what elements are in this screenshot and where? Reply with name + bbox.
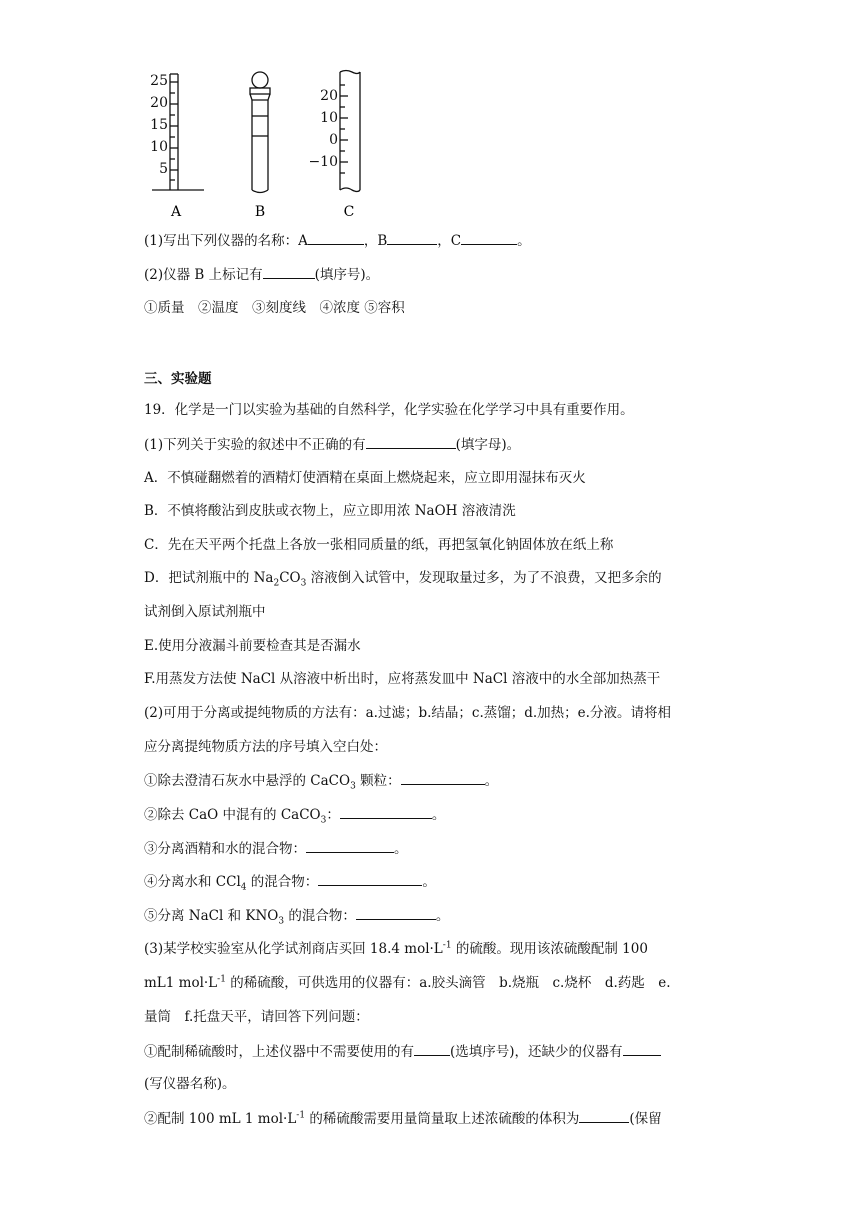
cylinder-a-tick: 5 — [159, 161, 168, 177]
q19-option-f: F.用蒸发方法使 NaCl 从溶液中析出时，应将蒸发皿中 NaCl 溶液中的水全部加热蒸干 — [144, 671, 661, 687]
answer-blank[interactable] — [356, 906, 436, 920]
q19-option-b: B．不慎将酸沾到皮肤或衣物上，应立即用浓 NaOH 溶液清洗 — [144, 503, 516, 519]
thermometer-c-tick: −10 — [308, 154, 338, 170]
thermometer-c-tick: 0 — [329, 132, 338, 148]
q19-part3-line3: 量筒 f.托盘天平，请回答下列问题： — [144, 1009, 369, 1025]
answer-blank[interactable] — [401, 771, 485, 785]
q19-item-4: ④分离水和 CCl$_4$ 的混合物： 。 — [144, 874, 436, 893]
q19-part3-line2: mL1 $mol\cdot L^{-1}$ 的稀硫酸，可供选用的仪器有：a.胶头滴管 b.烧瓶 c.烧杯 d.药匙 e. — [144, 974, 671, 991]
answer-blank[interactable] — [340, 805, 432, 819]
q19-sub1: ①配制稀硫酸时，上述仪器中不需要使用的有 (选填序号)，还缺少的仪器有 — [144, 1042, 661, 1061]
cylinder-a-tick: 20 — [150, 95, 168, 111]
q19-stem: 19．化学是一门以实验为基础的自然科学，化学实验在化学学习中具有重要作用。 — [144, 402, 634, 418]
thermometer-c-tick: 10 — [320, 110, 338, 126]
q19-option-c: C．先在天平两个托盘上各放一张相同质量的纸，再把氢氧化钠固体放在纸上称 — [144, 537, 614, 553]
answer-blank[interactable] — [387, 231, 437, 245]
answer-blank[interactable] — [461, 231, 517, 245]
thermometer-c-tick: 20 — [320, 88, 338, 104]
answer-blank[interactable] — [263, 265, 315, 279]
q19-sub1-cont: (写仪器名称)。 — [144, 1076, 236, 1092]
answer-blank[interactable] — [308, 231, 364, 245]
answer-blank[interactable] — [366, 435, 456, 449]
q18-part2: (2)仪器 B 上标记有 (填序号)。 — [144, 267, 380, 283]
label-c: C — [343, 204, 355, 220]
q19-part2-cont: 应分离提纯物质方法的序号填入空白处： — [144, 739, 387, 755]
cylinder-a-tick: 15 — [150, 117, 168, 133]
q19-option-a: A．不慎碰翻燃着的酒精灯使酒精在桌面上燃烧起来，应立即用湿抹布灭火 — [144, 470, 586, 486]
instrument-drawings — [140, 66, 380, 226]
answer-blank[interactable] — [579, 1109, 629, 1123]
answer-blank[interactable] — [306, 839, 394, 853]
answer-blank[interactable] — [623, 1042, 661, 1056]
flask-b — [250, 72, 270, 193]
q19-item-5: ⑤分离 NaCl 和 $KNO_3$ 的混合物： 。 — [144, 908, 450, 927]
cylinder-a-tick: 25 — [150, 73, 168, 89]
label-a: A — [170, 204, 182, 220]
q19-part2: (2)可用于分离或提纯物质的方法有：a.过滤；b.结晶；c.蒸馏；d.加热；e.分液。请将相 — [144, 705, 671, 721]
section-title: 三、实验题 — [144, 371, 212, 387]
q19-sub2: ②配制 100 mL 1 $mol\cdot L^{-1}$ 的稀硫酸需要用量筒量取上述浓硫酸的体积为 (保留 — [144, 1110, 662, 1127]
q19-part1: (1)下列关于实验的叙述中不正确的有 (填字母)。 — [144, 437, 521, 453]
q19-option-d: D．把试剂瓶中的 $Na_2CO_3$ 溶液倒入试管中，发现取量过多，为了不浪费，又把多余的 — [144, 570, 662, 589]
cylinder-a-tick: 10 — [150, 139, 168, 155]
thermometer-c — [340, 71, 360, 192]
q19-item-1: ①除去澄清石灰水中悬浮的 CaCO$_3$ 颗粒： 。 — [144, 773, 499, 792]
answer-blank[interactable] — [318, 872, 422, 886]
instrument-figure — [140, 66, 380, 226]
q19-item-3: ③分离酒精和水的混合物： 。 — [144, 841, 408, 857]
q18-part1: (1)写出下列仪器的名称：A ，B ，C 。 — [144, 233, 531, 249]
answer-blank[interactable] — [414, 1042, 450, 1056]
q18-options: ①质量 ②温度 ③刻度线 ④浓度 ⑤容积 — [144, 300, 405, 316]
label-b: B — [254, 204, 266, 220]
q19-option-d-cont: 试剂倒入原试剂瓶中 — [144, 604, 266, 620]
q19-part3: (3)某学校实验室从化学试剂商店买回 18.4 $mol\cdot L^{-1}$ 的硫酸。现用该浓硫酸配制 100 — [144, 940, 648, 957]
q19-item-2: ②除去 CaO 中混有的 CaCO$_3$： 。 — [144, 807, 446, 826]
q19-option-e: E.使用分液漏斗前要检查其是否漏水 — [144, 638, 361, 654]
